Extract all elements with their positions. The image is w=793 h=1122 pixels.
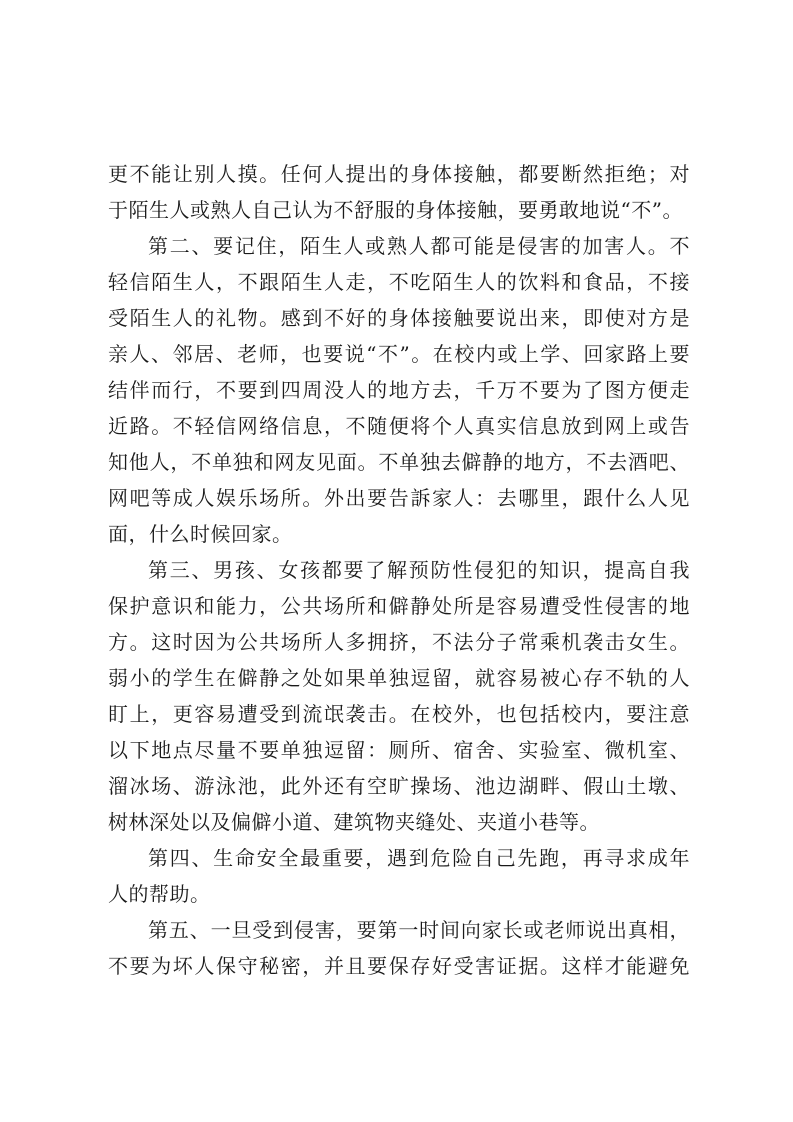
text-line: 方。这时因为公共场所人多拥挤，不法分子常乘机袭击女生。 xyxy=(108,630,690,654)
paragraph-start-line: 第三、男孩、女孩都要了解预防性侵犯的知识，提高自我 xyxy=(148,558,690,582)
text-line: 保护意识和能力，公共场所和僻静处所是容易遭受性侵害的地 xyxy=(108,594,690,618)
text-line: 弱小的学生在僻静之处如果单独逗留，就容易被心存不轨的人 xyxy=(108,666,690,690)
text-line: 不要为坏人保守秘密，并且要保存好受害证据。这样才能避免 xyxy=(108,954,690,978)
paragraph-start-line: 第五、一旦受到侵害，要第一时间向家长或老师说出真相， xyxy=(148,918,690,942)
text-line: 更不能让别人摸。任何人提出的身体接触，都要断然拒绝；对 xyxy=(108,162,690,186)
text-line: 溜冰场、游泳池，此外还有空旷操场、池边湖畔、假山土墩、 xyxy=(108,774,690,798)
text-line: 近路。不轻信网络信息，不随便将个人真实信息放到网上或告 xyxy=(108,414,690,438)
text-line: 轻信陌生人，不跟陌生人走，不吃陌生人的饮料和食品，不接 xyxy=(108,270,690,294)
text-line: 知他人，不单独和网友见面。不单独去僻静的地方，不去酒吧、 xyxy=(108,450,690,474)
text-line: 结伴而行，不要到四周没人的地方去，千万不要为了图方便走 xyxy=(108,378,690,402)
text-line: 树林深处以及偏僻小道、建筑物夹缝处、夹道小巷等。 xyxy=(108,810,600,834)
text-line: 亲人、邻居、老师，也要说“不”。在校内或上学、回家路上要 xyxy=(108,342,690,366)
paragraph-start-line: 第二、要记住，陌生人或熟人都可能是侵害的加害人。不 xyxy=(148,234,690,258)
text-line: 网吧等成人娱乐场所。外出要告訴家人：去哪里，跟什么人见 xyxy=(108,486,690,510)
paragraph-start-line: 第四、生命安全最重要，遇到危险自己先跑，再寻求成年 xyxy=(148,846,690,870)
text-line: 盯上，更容易遭受到流氓袭击。在校外，也包括校内，要注意 xyxy=(108,702,690,726)
text-line: 面，什么时候回家。 xyxy=(108,522,293,546)
text-line: 受陌生人的礼物。感到不好的身体接触要说出来，即使对方是 xyxy=(108,306,690,330)
text-line: 人的帮助。 xyxy=(108,882,211,906)
document-body xyxy=(108,156,690,984)
text-line: 以下地点尽量不要单独逗留：厕所、宿舍、实验室、微机室、 xyxy=(108,738,690,762)
text-line: 于陌生人或熟人自己认为不舒服的身体接触，要勇敢地说“不”。 xyxy=(108,198,683,222)
